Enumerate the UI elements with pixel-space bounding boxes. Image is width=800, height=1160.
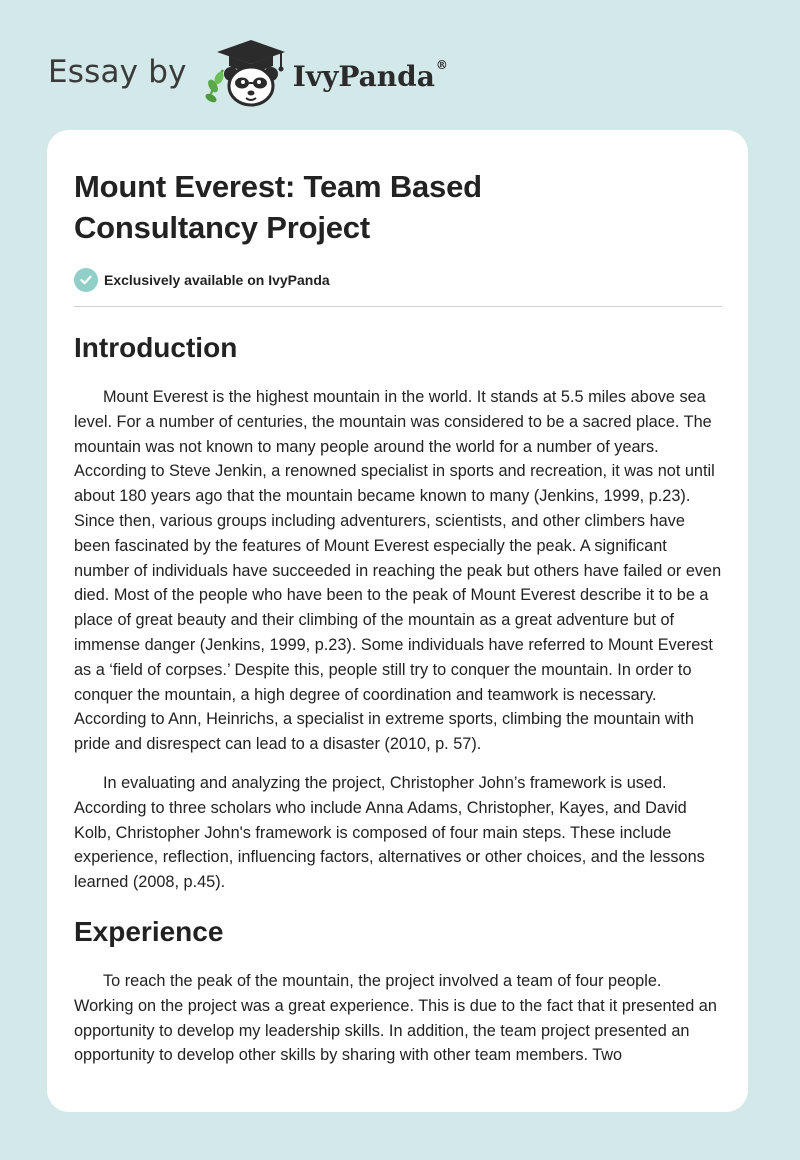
exclusive-label: Exclusively available on IvyPanda	[104, 272, 330, 288]
essay-by-label: Essay by	[48, 54, 187, 90]
page-title	[74, 166, 722, 248]
panda-graduate-logo-icon[interactable]	[201, 36, 285, 108]
section-heading-experience: Experience	[74, 915, 224, 947]
paragraph: To reach the peak of the mountain, the project involved a team of four people. Working on the project was a great experience. This is due to the fact that it presented an opportunity to develop my leadership skills. In addition, the team project presented an opportunity to develop other skills by sharing with other team members. Two	[74, 971, 717, 1065]
exclusive-badge	[74, 268, 722, 292]
brand-name[interactable]	[293, 60, 448, 93]
site-header	[48, 36, 448, 108]
title-line-2: Consultancy Project	[74, 210, 370, 245]
registered-mark: ®	[435, 58, 448, 73]
section-heading-introduction: Introduction	[74, 332, 238, 363]
title-line-1: Mount Everest: Team Based	[74, 169, 482, 204]
essay-card	[47, 130, 748, 1112]
title-divider	[74, 306, 722, 307]
check-circle-icon	[74, 268, 98, 292]
brand-text: IvyPanda	[292, 59, 435, 93]
paragraph: Mount Everest is the highest mountain in the world. It stands at 5.5 miles above sea level. For a number of centuries, the mountain was considered to be a sacred place. The mountain was not known to many people around the world for a number of years. According to Steve Jenkin, a renowned specialist in sports and recreation, it was not until about 180 years ago that the mountain became known to many (Jenkins, 1999, p.23). Since then, various groups including adventurers, scientists, and other climbers have been fascinated by the features of Mount Everest especially the peak. A significant number of individuals have succeeded in reaching the peak but others have failed or even died. Most of the people who have been to the peak of Mount Everest describe it to be a place of great beauty and their climbing of the mountain as a great adventure but of immense danger (Jenkins, 1999, p.23). Some individuals have referred to Mount Everest as a ‘field of corpses.’ Despite this, people still try to conquer the mountain. In order to conquer the mountain, a high degree of coordination and teamwork is necessary. According to Ann, Heinrichs, a specialist in extreme sports, climbing the mountain with pride and disrespect can lead to a disaster (2010, p. 57).	[74, 388, 722, 754]
paragraph: In evaluating and analyzing the project, Christopher John’s framework is used. According to three scholars who include Anna Adams, Christopher, Kayes, and David Kolb, Christopher John's framework is composed of four main steps. These include experience, reflection, influencing factors, alternatives or other choices, and the lessons learned (2008, p.45).	[74, 773, 705, 892]
